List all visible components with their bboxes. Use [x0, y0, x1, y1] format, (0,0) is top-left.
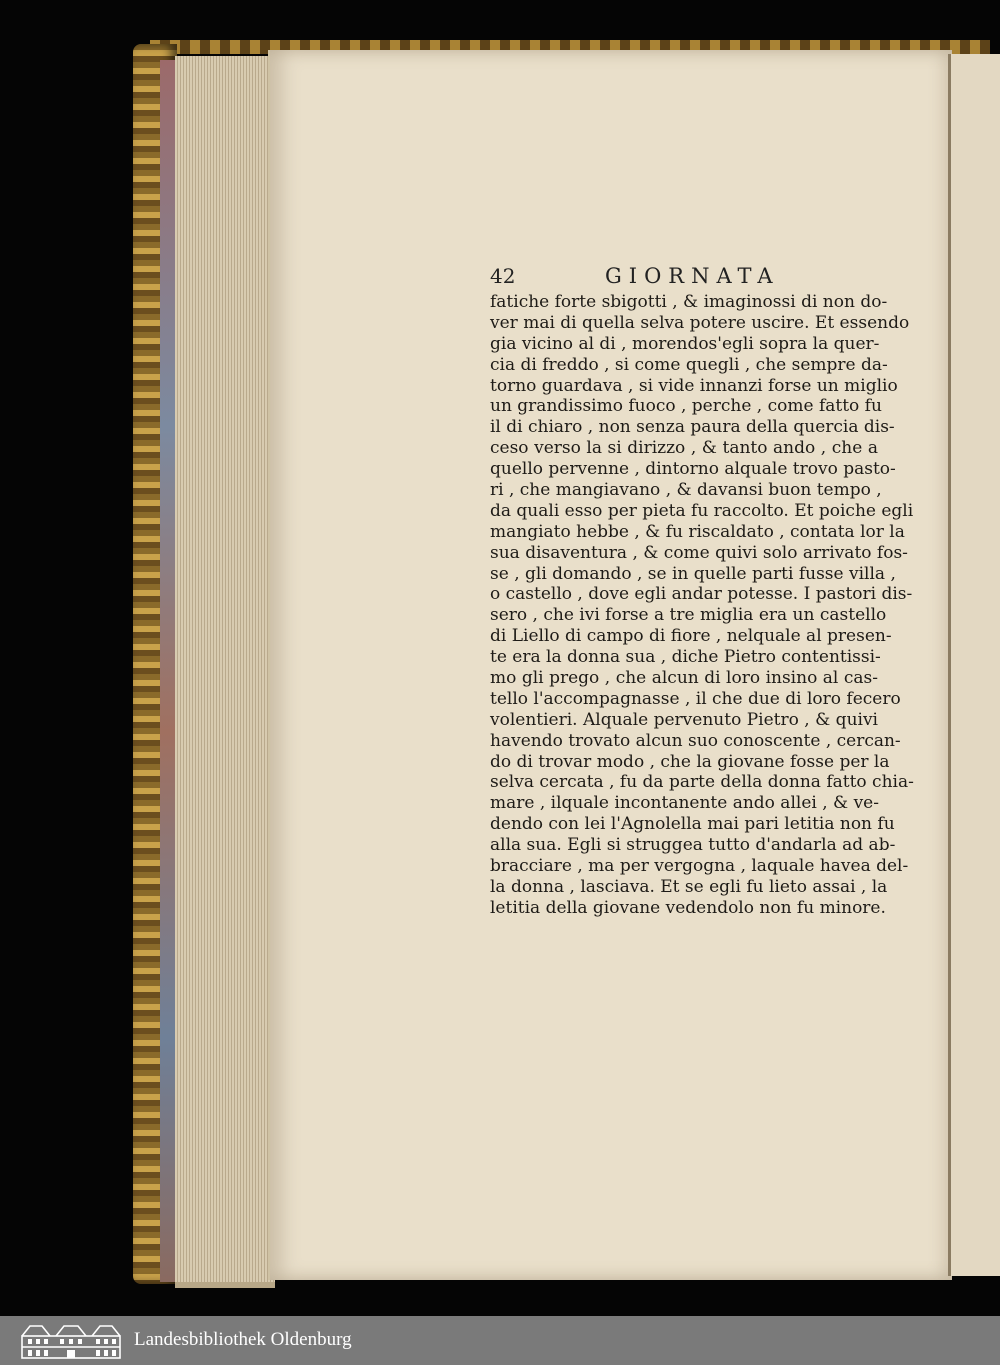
text-line: torno guardava , si vide innanzi forse un miglio [490, 375, 898, 396]
text-line: o castello , dove egli andar potesse. I pastori dis- [490, 584, 913, 605]
text-line: sua disaventura , & come quivi solo arrivato fos- [490, 542, 908, 563]
text-line: ver mai di quella selva potere uscire. Et essendo [490, 312, 910, 333]
text-line: se , gli domando , se in quelle parti fusse villa , [490, 563, 896, 584]
text-line: il di chiaro , non senza paura della quercia dis- [490, 417, 895, 438]
text-line: te era la donna sua , diche Pietro contentissi- [490, 647, 881, 668]
page-header [490, 264, 880, 294]
text-line: cia di freddo , si come quegli , che sempre da- [490, 354, 888, 375]
body-text [490, 292, 914, 919]
text-line: da quali esso per pieta fu raccolto. Et poiche egli [490, 500, 914, 521]
text-line: bracciare , ma per vergogna , laquale havea del- [490, 856, 909, 877]
text-line: volentieri. Alquale pervenuto Pietro , & quivi [490, 709, 878, 730]
text-line: do di trovar modo , che la giovane fosse per la [490, 751, 890, 772]
text-line: havendo trovato alcun suo conoscente , cercan- [490, 730, 901, 751]
text-line: mangiato hebbe , & fu riscaldato , contata lor la [490, 521, 905, 542]
text-line: quello pervenne , dintorno alquale trovo pasto- [490, 459, 896, 480]
text-line: dendo con lei l'Agnolella mai pari letitia non fu [490, 814, 895, 835]
page-number: 42 [490, 264, 516, 288]
text-line: un grandissimo fuoco , perche , come fatto fu [490, 396, 882, 417]
text-line: ri , che mangiavano , & davansi buon tempo , [490, 480, 882, 501]
text-line: letitia della giovane vedendolo non fu minore. [490, 897, 886, 918]
text-line: fatiche forte sbigotti , & imaginossi di non do- [490, 292, 888, 312]
running-head: GIORNATA [605, 264, 780, 288]
library-name: Landesbibliothek Oldenburg [134, 1329, 352, 1350]
text-line: sero , che ivi forse a tre miglia era un castello [490, 605, 887, 626]
library-building-icon [20, 1322, 122, 1360]
page-stack [175, 56, 275, 1288]
text-line: alla sua. Egli si struggea tutto d'andarla ad ab- [490, 835, 896, 856]
text-line: tello l'accompagnasse , il che due di loro fecero [490, 688, 901, 709]
text-line: mo gli prego , che alcun di loro insino al cas- [490, 668, 878, 689]
text-line: ceso verso la si dirizzo , & tanto ando , che a [490, 438, 878, 459]
text-line: la donna , lasciava. Et se egli fu lieto assai , la [490, 876, 888, 897]
text-line: gia vicino al di , morendos'egli sopra la quer- [490, 333, 880, 354]
text-line: mare , ilquale incontanente ando allei , & ve- [490, 793, 879, 814]
text-line: selva cercata , fu da parte della donna fatto chia- [490, 772, 914, 793]
facing-page-edge [948, 54, 1000, 1276]
text-line: di Liello di campo di fiore , nelquale al presen- [490, 626, 892, 647]
library-footer-bar [0, 1316, 1000, 1365]
